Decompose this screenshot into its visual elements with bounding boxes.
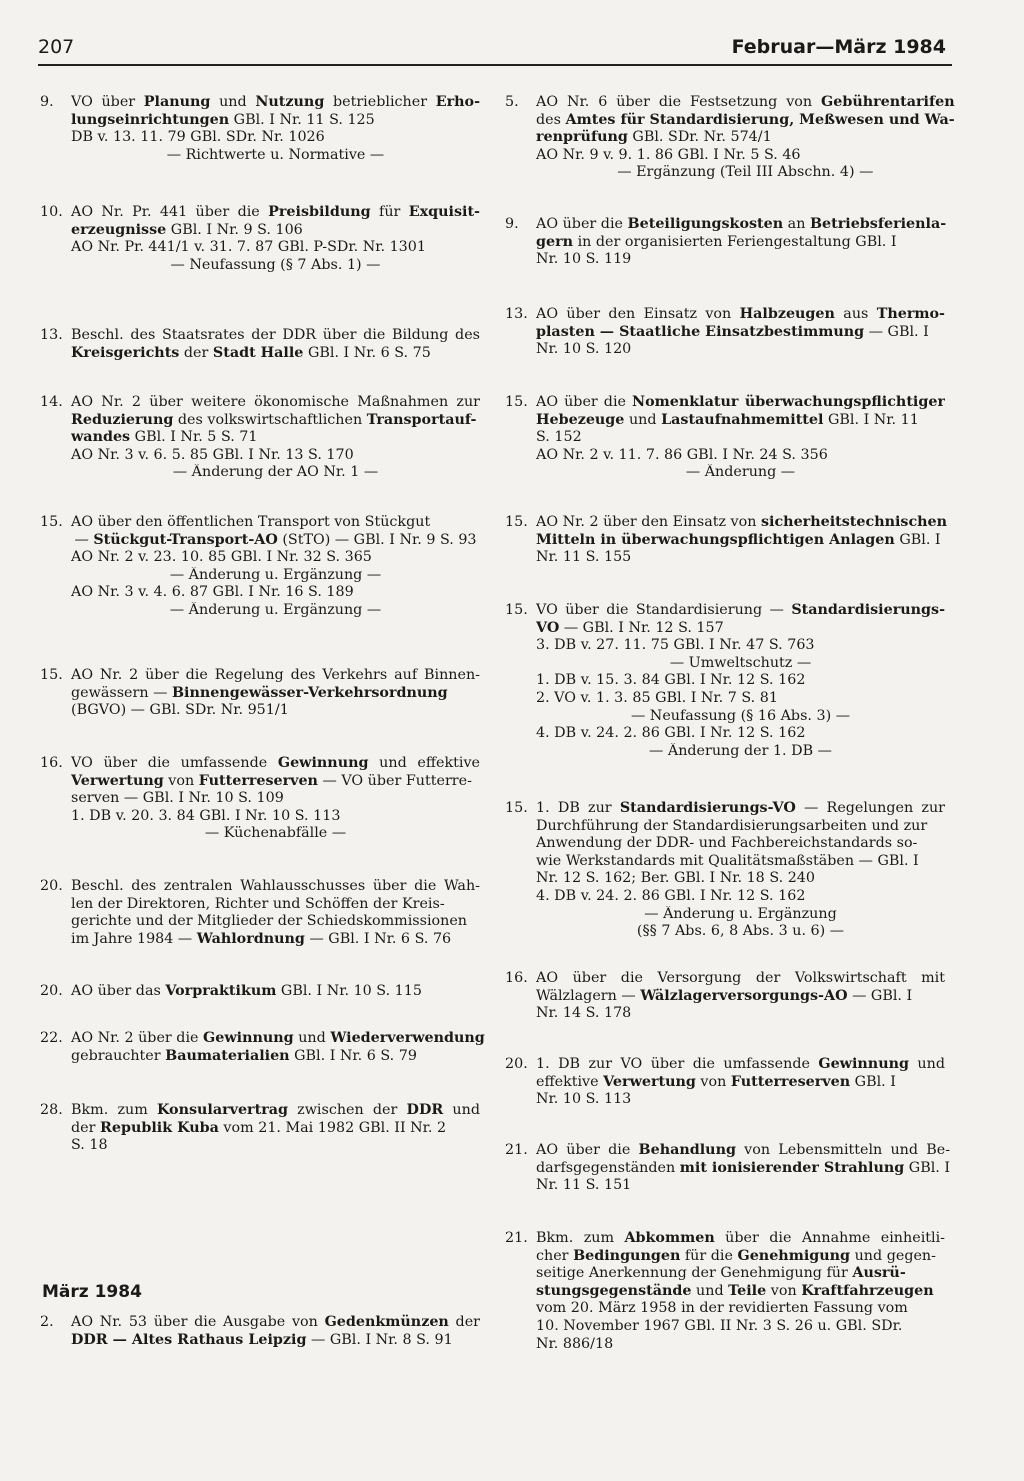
entry-line: Beschl. des Staatsrates der DDR über die Bildung des — [71, 327, 480, 343]
entry-day-number: 22. — [40, 1030, 63, 1046]
entry-text — [536, 602, 945, 760]
left-entry — [40, 755, 480, 843]
entry-line: — Änderung der AO Nr. 1 — — [172, 464, 379, 481]
entry-line: darfsgegenständen mit ionisierender Strahlung GBl. I — [536, 1159, 951, 1176]
entry-line: VO — GBl. I Nr. 12 S. 157 — [536, 619, 724, 636]
left-entry — [40, 1314, 480, 1349]
right-entry — [505, 1056, 945, 1109]
entry-line: der Republik Kuba vom 21. Mai 1982 GBl. II Nr. 2 — [71, 1119, 447, 1136]
entry-day-number: 9. — [505, 216, 519, 232]
right-entry — [505, 970, 945, 1023]
entry-day-number: 20. — [505, 1056, 528, 1072]
entry-day-number: 13. — [505, 306, 528, 322]
entry-text — [71, 94, 480, 164]
entry-day-number: 5. — [505, 94, 519, 110]
entry-line: Wälzlagern — Wälzlagerversorgungs-AO — GBl. I — [536, 987, 913, 1004]
entry-line: — Änderung — — [685, 464, 796, 481]
entry-line: — Änderung u. Ergänzung — — [169, 566, 382, 583]
entry-line: (BGVO) — GBl. SDr. Nr. 951/1 — [71, 702, 289, 719]
entry-line: cher Bedingungen für die Genehmigung und gegen- — [536, 1247, 936, 1264]
entry-line: Bkm. zum Konsularvertrag zwischen der DDR und — [71, 1102, 480, 1118]
entry-text — [536, 306, 945, 359]
entry-line: AO über den öffentlichen Transport von Stückgut — [71, 514, 431, 530]
entry-line: renprüfung GBl. SDr. Nr. 574/1 — [536, 129, 772, 146]
entry-day-number: 13. — [40, 327, 63, 343]
entry-line: — Küchenabfälle — — [204, 825, 347, 842]
entry-day-number: 20. — [40, 878, 63, 894]
entry-line: AO Nr. Pr. 441 über die Preisbildung für Exquisit- — [71, 204, 480, 220]
entry-text — [71, 394, 480, 482]
entry-line: (§§ 7 Abs. 6, 8 Abs. 3 u. 6) — — [636, 923, 845, 940]
entry-day-number: 14. — [40, 394, 63, 410]
right-entry — [505, 94, 955, 182]
entry-line: — Änderung u. Ergänzung — — [169, 601, 382, 618]
page-number: 207 — [38, 36, 75, 58]
entry-line: — Richtwerte u. Normative — — [166, 146, 385, 163]
entry-line: AO Nr. 2 über die Regelung des Verkehrs auf Binnen- — [71, 667, 480, 683]
entry-line: effektive Verwertung von Futterreserven GBl. I — [536, 1073, 896, 1090]
entry-line: wie Werkstandards mit Qualitätsmaßstäben — GBl. I — [536, 852, 919, 869]
entry-line: AO Nr. Pr. 441/1 v. 31. 7. 87 GBl. P-SDr. Nr. 1301 — [71, 239, 426, 256]
entry-line: AO über die Nomenklatur überwachungspflichtiger — [536, 394, 945, 410]
entry-line: erzeugnisse GBl. I Nr. 9 S. 106 — [71, 221, 303, 238]
entry-line: AO Nr. 2 v. 23. 10. 85 GBl. I Nr. 32 S. 365 — [71, 549, 372, 566]
entry-text — [536, 1056, 945, 1109]
entry-line: Durchführung der Standardisierungsarbeiten und zur — [536, 817, 928, 834]
entry-line: — Neufassung (§ 16 Abs. 3) — — [630, 707, 851, 724]
left-entry — [40, 514, 480, 620]
entry-line: — Änderung der 1. DB — — [649, 742, 832, 759]
right-entry — [505, 602, 945, 760]
entry-text — [71, 1030, 485, 1065]
entry-line: AO Nr. 2 v. 11. 7. 86 GBl. I Nr. 24 S. 356 — [536, 446, 828, 463]
entry-line: serven — GBl. I Nr. 10 S. 109 — [71, 790, 284, 807]
entry-text — [536, 394, 945, 482]
left-entry — [40, 983, 480, 1001]
entry-line: 2. VO v. 1. 3. 85 GBl. I Nr. 7 S. 81 — [536, 689, 778, 706]
entry-line: Nr. 11 S. 151 — [536, 1177, 632, 1194]
entry-line: AO über das Vorpraktikum GBl. I Nr. 10 S. 115 — [71, 983, 422, 999]
left-entry — [40, 327, 480, 362]
entry-line: gebrauchter Baumaterialien GBl. I Nr. 6 S. 79 — [71, 1047, 417, 1064]
entry-text — [536, 800, 945, 941]
entry-line: — Ergänzung (Teil III Abschn. 4) — — [617, 164, 874, 181]
entry-line: Reduzierung des volkswirtschaftlichen Transportauf- — [71, 411, 477, 428]
entry-line: 3. DB v. 27. 11. 75 GBl. I Nr. 47 S. 763 — [536, 637, 815, 654]
entry-line: 1. DB v. 20. 3. 84 GBl. I Nr. 10 S. 113 — [71, 807, 341, 824]
left-entry — [40, 204, 480, 274]
left-entry — [40, 1102, 480, 1155]
left-entry — [40, 1030, 485, 1065]
entry-day-number: 15. — [505, 514, 528, 530]
entry-line: AO Nr. 2 über die Gewinnung und Wiederverwendung — [71, 1030, 485, 1046]
entry-line: — Änderung u. Ergänzung — [644, 905, 837, 922]
entry-line: gewässern — Binnengewässer-Verkehrsordnung — [71, 684, 448, 701]
entry-line: len der Direktoren, Richter und Schöffen der Kreis- — [71, 895, 445, 912]
right-entry — [505, 1142, 951, 1195]
entry-text — [536, 94, 955, 182]
entry-text — [536, 1230, 945, 1353]
right-entry — [505, 514, 948, 567]
entry-text — [536, 970, 945, 1023]
entry-text — [71, 514, 480, 620]
entry-line: — Stückgut-Transport-AO (StTO) — GBl. I Nr. 9 S. 93 — [74, 531, 477, 548]
entry-line: seitige Anerkennung der Genehmigung für Ausrü- — [536, 1265, 906, 1282]
entry-line: gerichte und der Mitglieder der Schiedskommissionen — [71, 913, 468, 930]
entry-line: stungsgegenstände und Teile von Kraftfahrzeugen — [536, 1282, 934, 1299]
entry-line: Nr. 10 S. 113 — [536, 1091, 632, 1108]
entry-text — [71, 983, 480, 1001]
entry-line: Bkm. zum Abkommen über die Annahme einheitli- — [536, 1230, 945, 1246]
entry-day-number: 16. — [40, 755, 63, 771]
entry-line: Nr. 886/18 — [536, 1335, 614, 1352]
entry-day-number: 20. — [40, 983, 63, 999]
entry-line: VO über die Standardisierung — Standardisierungs- — [536, 602, 945, 618]
entry-line: Hebezeuge und Lastaufnahmemittel GBl. I Nr. 11 — [536, 411, 919, 428]
entry-line: plasten — Staatliche Einsatzbestimmung — GBl. I — [536, 323, 929, 340]
left-entry — [40, 667, 480, 720]
header-rule — [38, 64, 952, 66]
entry-line: AO Nr. 2 über den Einsatz von sicherheitstechnischen — [536, 514, 948, 530]
entry-line: S. 18 — [71, 1137, 108, 1154]
entry-day-number: 15. — [505, 602, 528, 618]
entry-line: AO Nr. 3 v. 6. 5. 85 GBl. I Nr. 13 S. 170 — [71, 446, 354, 463]
entry-line: lungseinrichtungen GBl. I Nr. 11 S. 125 — [71, 111, 375, 128]
entry-text — [71, 327, 480, 362]
entry-line: 1. DB zur VO über die umfassende Gewinnung und — [536, 1056, 945, 1072]
entry-day-number: 10. — [40, 204, 63, 220]
entry-day-number: 15. — [40, 514, 63, 530]
entry-line: im Jahre 1984 — Wahlordnung — GBl. I Nr. 6 S. 76 — [71, 930, 452, 947]
entry-line: Verwertung von Futterreserven — VO über Futterre- — [71, 772, 472, 789]
entry-line: AO Nr. 6 über die Festsetzung von Gebührentarifen — [536, 94, 955, 110]
entry-line: vom 20. März 1958 in der revidierten Fassung vom — [536, 1300, 908, 1317]
entry-line: 1. DB zur Standardisierungs-VO — Regelungen zur — [536, 800, 945, 816]
entry-day-number: 15. — [40, 667, 63, 683]
left-entry — [40, 94, 480, 164]
right-entry — [505, 306, 945, 359]
entry-line: 10. November 1967 GBl. II Nr. 3 S. 26 u. GBl. SDr. — [536, 1317, 903, 1334]
entry-line: 1. DB v. 15. 3. 84 GBl. I Nr. 12 S. 162 — [536, 672, 806, 689]
entry-line: AO Nr. 53 über die Ausgabe von Gedenkmünzen der — [71, 1314, 480, 1330]
entry-day-number: 21. — [505, 1230, 528, 1246]
entry-line: AO über die Versorgung der Volkswirtschaft mit — [536, 970, 945, 986]
entry-line: AO Nr. 3 v. 4. 6. 87 GBl. I Nr. 16 S. 189 — [71, 584, 354, 601]
entry-day-number: 2. — [40, 1314, 54, 1330]
entry-line: AO über den Einsatz von Halbzeugen aus Thermo- — [536, 306, 945, 322]
entry-text — [71, 755, 480, 843]
entry-text — [536, 216, 946, 269]
right-entry — [505, 1230, 945, 1353]
page-header-title: Februar—März 1984 — [731, 36, 946, 58]
entry-line: Nr. 14 S. 178 — [536, 1005, 632, 1022]
section-heading-maerz: März 1984 — [42, 1282, 142, 1302]
entry-day-number: 15. — [505, 394, 528, 410]
entry-line: AO über die Behandlung von Lebensmitteln und Be- — [536, 1142, 951, 1158]
entry-line: Nr. 11 S. 155 — [536, 549, 632, 566]
left-entry — [40, 394, 480, 482]
entry-text — [536, 514, 947, 567]
entry-line: S. 152 — [536, 429, 582, 446]
entry-line: 4. DB v. 24. 2. 86 GBl. I Nr. 12 S. 162 — [536, 887, 806, 904]
entry-day-number: 21. — [505, 1142, 528, 1158]
entry-day-number: 9. — [40, 94, 54, 110]
entry-line: AO über die Beteiligungskosten an Betriebsferienla- — [536, 216, 947, 232]
entry-text — [71, 667, 480, 720]
entry-line: Anwendung der DDR- und Fachbereichstandards so- — [536, 835, 918, 852]
entry-line: — Neufassung (§ 7 Abs. 1) — — [170, 256, 381, 273]
entry-line: AO Nr. 9 v. 9. 1. 86 GBl. I Nr. 5 S. 46 — [536, 146, 801, 163]
entry-line: wandes GBl. I Nr. 5 S. 71 — [71, 429, 258, 446]
entry-line: VO über die umfassende Gewinnung und effektive — [71, 755, 480, 771]
entry-line: Kreisgerichts der Stadt Halle GBl. I Nr. 6 S. 75 — [71, 344, 431, 361]
right-entry — [505, 800, 945, 941]
left-entry — [40, 878, 480, 948]
entry-line: Nr. 12 S. 162; Ber. GBl. I Nr. 18 S. 240 — [536, 870, 815, 887]
entry-line: DB v. 13. 11. 79 GBl. SDr. Nr. 1026 — [71, 129, 325, 146]
entry-day-number: 15. — [505, 800, 528, 816]
entry-text — [71, 878, 480, 948]
entry-line: Beschl. des zentralen Wahlausschusses über die Wah- — [71, 878, 480, 894]
entry-line: des Amtes für Standardisierung, Meßwesen und Wa- — [536, 111, 955, 128]
entry-line: Nr. 10 S. 119 — [536, 251, 632, 268]
entry-line: AO Nr. 2 über weitere ökonomische Maßnahmen zur — [71, 394, 480, 410]
entry-line: Nr. 10 S. 120 — [536, 341, 632, 358]
entry-text — [71, 1314, 480, 1349]
entry-text — [536, 1142, 950, 1195]
entry-line: DDR — Altes Rathaus Leipzig — GBl. I Nr. 8 S. 91 — [71, 1331, 453, 1348]
entry-line: VO über Planung und Nutzung betrieblicher Erho- — [71, 94, 480, 110]
entry-day-number: 16. — [505, 970, 528, 986]
entry-text — [71, 1102, 480, 1155]
entry-line: Mitteln in überwachungspflichtigen Anlagen GBl. I — [536, 531, 941, 548]
entry-text — [71, 204, 480, 274]
right-entry — [505, 216, 945, 269]
entry-day-number: 28. — [40, 1102, 63, 1118]
entry-line: 4. DB v. 24. 2. 86 GBl. I Nr. 12 S. 162 — [536, 725, 806, 742]
entry-line: gern in der organisierten Feriengestaltung GBl. I — [536, 233, 897, 250]
entry-line: — Umweltschutz — — [669, 654, 812, 671]
right-entry — [505, 394, 945, 482]
